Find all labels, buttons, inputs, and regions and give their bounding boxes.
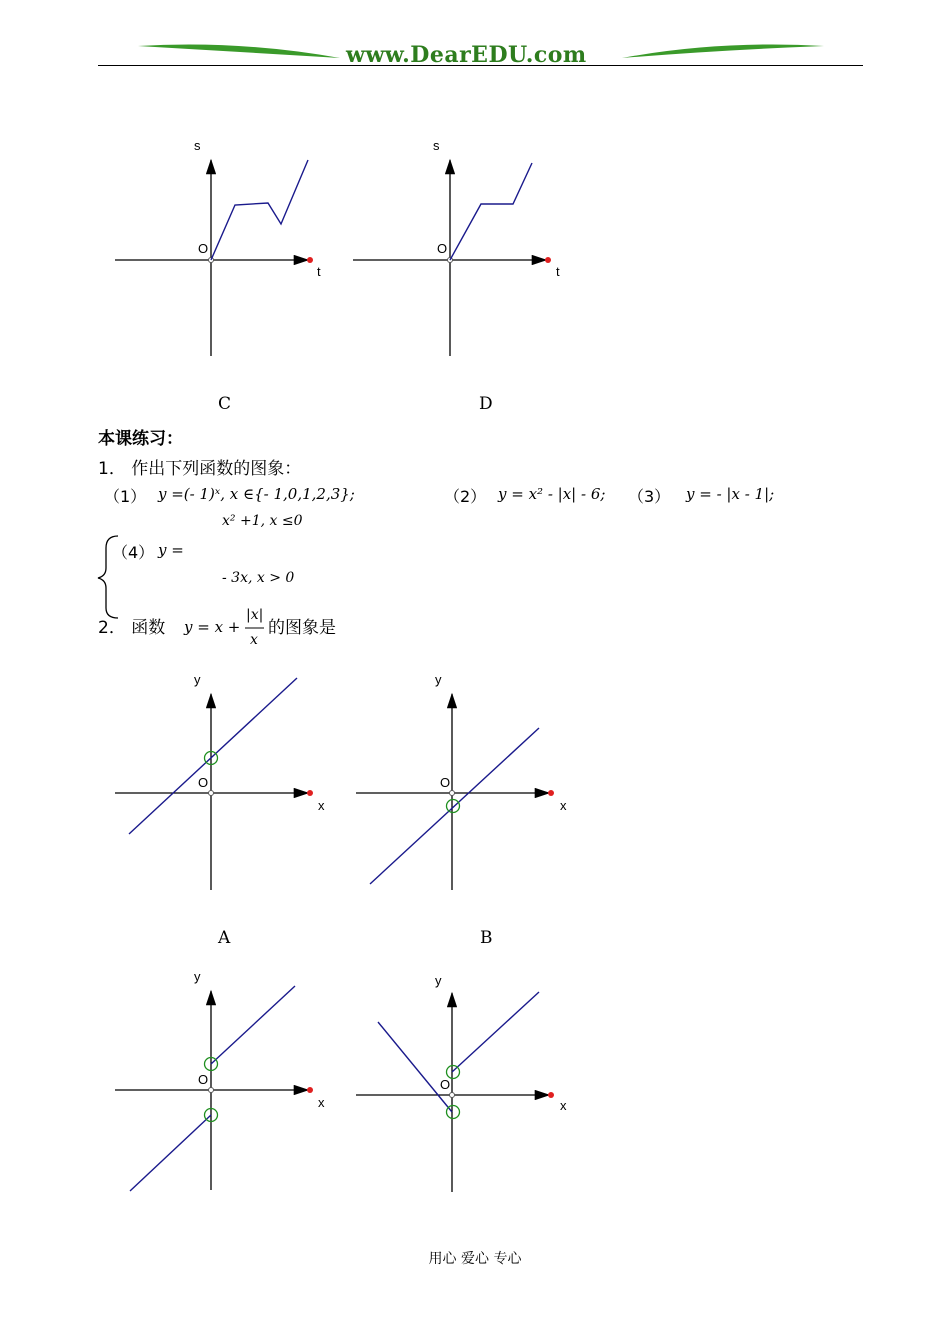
x-axis-label: t (556, 264, 560, 279)
y-axis-label: y (435, 672, 442, 687)
graph-caption: D (479, 394, 493, 414)
y-axis-label: s (433, 138, 440, 153)
y-axis-label: s (194, 138, 201, 153)
axis-end-dot (307, 790, 313, 796)
curve-d-right (452, 992, 539, 1072)
q1-part2-formula: y = x² - |x| - 6; (498, 485, 606, 503)
graph-caption: C (218, 394, 232, 414)
curve-d (450, 163, 532, 260)
origin-label: O (440, 775, 451, 790)
q1-part4-case1: x² +1, x ≤0 (222, 513, 303, 529)
site-logo: www.DearEDU.com (346, 42, 587, 68)
q1-part1-label: （1） (104, 487, 147, 506)
axis-end-dot (307, 257, 313, 263)
q2-suffix: 的图象是 (268, 618, 336, 638)
x-axis-label: x (560, 798, 567, 813)
graph-bottom-a (115, 678, 313, 890)
question-2-text: 2． 函数 (98, 618, 166, 638)
question-1-text: 1． 作出下列函数的图象： (98, 459, 302, 479)
q1-part4-case2: - 3x, x > 0 (222, 570, 295, 586)
page-footer: 用心 爱心 专心 (428, 1251, 522, 1267)
origin-label: O (440, 1077, 451, 1092)
graph-top-d (353, 160, 551, 356)
curve-a (129, 678, 297, 834)
q2-fraction-numerator: |x| (246, 607, 264, 623)
hollow-point (447, 800, 460, 813)
origin-point (450, 1093, 455, 1098)
curve-b (370, 728, 539, 884)
y-axis-label: y (194, 672, 201, 687)
origin-label: O (198, 1072, 209, 1087)
x-axis-label: x (560, 1098, 567, 1113)
y-axis-label: y (435, 973, 442, 988)
axis-end-dot (548, 790, 554, 796)
hollow-point (447, 1106, 460, 1119)
q1-part2-label: （2） (444, 487, 487, 506)
graph-bottom-d (356, 992, 554, 1192)
graph-caption: B (480, 928, 493, 948)
axis-end-dot (307, 1087, 313, 1093)
q2-fraction-denominator: x (250, 632, 258, 648)
graph-bottom-b (356, 694, 554, 890)
x-axis-label: x (318, 1095, 325, 1110)
q1-part3-label: （3） (628, 487, 671, 506)
curve-c-upper (211, 986, 295, 1064)
section-title: 本课练习： (98, 429, 183, 449)
axis-end-dot (545, 257, 551, 263)
origin-point (209, 791, 214, 796)
q1-part4-label: （4） (112, 543, 155, 562)
origin-point (450, 791, 455, 796)
curve-c (211, 160, 308, 260)
graph-caption: A (218, 928, 231, 948)
q1-part1-formula: y =(- 1)ˣ, x ∈{- 1,0,1,2,3}; (158, 485, 355, 503)
axis-end-dot (548, 1092, 554, 1098)
origin-label: O (437, 241, 448, 256)
graph-bottom-c (115, 986, 313, 1191)
y-axis-label: y (194, 969, 201, 984)
origin-point (209, 1088, 214, 1093)
q2-formula-lhs: y = x + (184, 618, 241, 636)
q1-part3-formula: y = - |x - 1|; (686, 485, 775, 503)
curve-d-left (378, 1022, 452, 1112)
q1-part4-lhs: y = (158, 541, 184, 559)
x-axis-label: t (317, 264, 321, 279)
curve-c-lower (130, 1115, 211, 1191)
graph-top-c (115, 160, 313, 356)
origin-label: O (198, 241, 209, 256)
origin-label: O (198, 775, 209, 790)
x-axis-label: x (318, 798, 325, 813)
